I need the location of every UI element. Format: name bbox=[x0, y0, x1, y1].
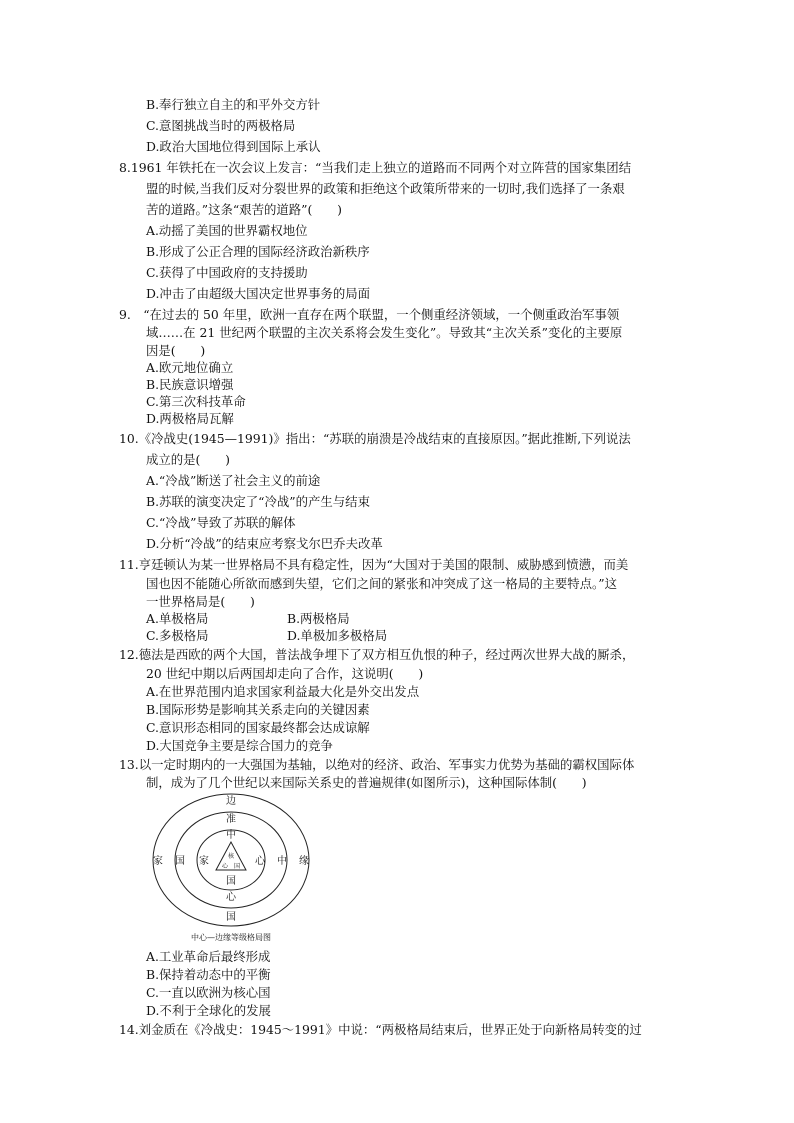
option-10b: B.苏联的演变决定了“冷战”的产生与结束 bbox=[146, 494, 370, 509]
option-13b: B.保持着动态中的平衡 bbox=[146, 967, 271, 982]
inner-top-label: 中 bbox=[226, 830, 236, 841]
question-9-stem: 因是( ) bbox=[146, 343, 206, 358]
question-8-stem: 苦的道路。”这条“艰苦的道路”( ) bbox=[146, 202, 342, 217]
question-9-stem: 9. “在过去的 50 年里，欧洲一直存在两个联盟，一个侧重经济领域，一个侧重政治军事领 bbox=[119, 307, 620, 322]
option-8d: D.冲击了由超级大国决定世界事务的局面 bbox=[146, 286, 371, 301]
option-11d: D.单极加多极格局 bbox=[287, 628, 388, 643]
option-12a: A.在世界范围内追求国家利益最大化是外交出发点 bbox=[146, 684, 420, 699]
outer-top-label: 边 bbox=[226, 796, 236, 807]
question-8-stem: 8.1961 年铁托在一次会议上发言：“当我们走上独立的道路而不同两个对立阵营的国家集团结 bbox=[119, 160, 632, 175]
question-10-stem: 10.《冷战史(1945—1991)》指出：“苏联的崩溃是冷战结束的直接原因。”据此推断,下列说法 bbox=[119, 431, 631, 446]
question-11-stem: 一世界格局是( ) bbox=[146, 594, 255, 609]
core-label-top: 核 bbox=[227, 853, 235, 860]
option-11b: B.两极格局 bbox=[287, 611, 350, 626]
question-14-stem: 14.刘金质在《冷战史：1945～1991》中说：“两极格局结束后，世界正处于向新格局转变的过 bbox=[119, 1022, 642, 1037]
option-13a: A.工业革命后最终形成 bbox=[146, 949, 271, 964]
concentric-circles-figure bbox=[150, 792, 312, 932]
option-12b: B.国际形势是影响其关系走向的关键因素 bbox=[146, 702, 370, 717]
option-8c: C.获得了中国政府的支持援助 bbox=[146, 265, 308, 280]
question-8-stem: 盟的时候,当我们反对分裂世界的政策和拒绝这个政策所带来的一切时,我们选择了一条艰 bbox=[146, 181, 625, 196]
inner-bottom-label-1: 国 bbox=[226, 876, 236, 887]
option-7d: D.政治大国地位得到国际上承认 bbox=[146, 139, 321, 154]
outer-right-label: 缘 bbox=[299, 856, 309, 867]
option-12c: C.意识形态相同的国家最终都会达成谅解 bbox=[146, 720, 370, 735]
option-10a: A.“冷战”断送了社会主义的前途 bbox=[146, 473, 321, 488]
question-11-stem: 11.亨廷顿认为某一世界格局不具有稳定性，因为“大国对于美国的限制、威胁感到愤懑，而美 bbox=[119, 557, 629, 572]
inner-bottom-label-2: 心 bbox=[226, 892, 236, 903]
question-12-stem: 20 世纪中期以后两国却走向了合作，这说明( ) bbox=[146, 666, 424, 681]
question-9-stem: 域……在 21 世纪两个联盟的主次关系将会发生变化”。导致其“主次关系”变化的主要原 bbox=[146, 325, 623, 340]
option-11a: A.单极格局 bbox=[146, 611, 209, 626]
question-11-stem: 国也因不能随心所欲而感到失望，它们之间的紧张和冲突成了这一格局的主要特点。”这 bbox=[146, 576, 617, 591]
option-10c: C.“冷战”导致了苏联的解体 bbox=[146, 515, 296, 530]
option-12d: D.大国竞争主要是综合国力的竞争 bbox=[146, 738, 333, 753]
option-10d: D.分析“冷战”的结束应考察戈尔巴乔夫改革 bbox=[146, 536, 383, 551]
question-13-stem: 13.以一定时期内的一大强国为基轴，以绝对的经济、政治、军事实力优势为基础的霸权国际体 bbox=[119, 757, 635, 772]
diagram-caption: 中心—边缘等级格局图 bbox=[191, 933, 271, 942]
middle-right-label: 中 bbox=[277, 856, 287, 867]
option-9c: C.第三次科技革命 bbox=[146, 394, 246, 409]
core-label-right: 国 bbox=[233, 863, 241, 870]
option-9d: D.两极格局瓦解 bbox=[146, 411, 234, 426]
option-13c: C.一直以欧洲为核心国 bbox=[146, 985, 271, 1000]
option-13d: D.不利于全球化的发展 bbox=[146, 1003, 271, 1018]
question-12-stem: 12.德法是西欧的两个大国，普法战争埋下了双方相互仇恨的种子，经过两次世界大战的厮杀， bbox=[119, 647, 635, 662]
question-13-stem: 制，成为了几个世纪以来国际关系史的普遍规律(如图所示)，这种国际体制( ) bbox=[146, 775, 587, 790]
question-10-stem: 成立的是( ) bbox=[146, 452, 231, 467]
middle-top-label: 准 bbox=[226, 814, 236, 825]
option-11c: C.多极格局 bbox=[146, 628, 209, 643]
option-9b: B.民族意识增强 bbox=[146, 377, 234, 392]
inner-left-label: 家 bbox=[199, 856, 209, 867]
core-label-left: 心 bbox=[221, 863, 229, 870]
option-7c: C.意图挑战当时的两极格局 bbox=[146, 118, 296, 133]
inner-right-label: 心 bbox=[255, 856, 265, 867]
option-8b: B.形成了公正合理的国际经济政治新秩序 bbox=[146, 244, 370, 259]
outer-bottom-label: 国 bbox=[226, 912, 236, 923]
option-8a: A.动摇了美国的世界霸权地位 bbox=[146, 223, 308, 238]
core-periphery-diagram bbox=[150, 792, 312, 948]
middle-left-label: 国 bbox=[175, 856, 185, 867]
option-7b: B.奉行独立自主的和平外交方针 bbox=[146, 97, 321, 112]
option-9a: A.欧元地位确立 bbox=[146, 360, 234, 375]
outer-left-label: 家 bbox=[153, 856, 163, 867]
